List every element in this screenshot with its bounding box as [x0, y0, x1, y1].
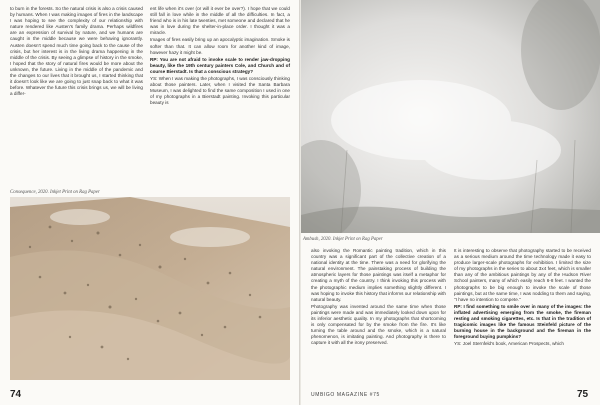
photo-caption: Ambush, 2020. Inkjet Print on Rag Paper [303, 237, 383, 242]
left-page-column-1 [10, 6, 143, 98]
left-page-column-2 [150, 6, 290, 108]
photo-caption: Consequence, 2020. Inkjet Print on Rag Paper [10, 190, 100, 195]
paragraph: It is interesting to observe that photography started to be received as a serious medium around the time technology made it easy to produce larger-scale photographs for exhibition. I limited the size of my photographs in the series to about 3x4 feet, which is smaller than any of the ambitious paintings by any of the Hudson River School painters, many of which easily reach 6-8 feet. I wanted the photographs to be big enough to invoke the scale of those paintings, but at the same time, I was nodding to them and saying, "I have no intention to compete." [454, 248, 591, 302]
interview-question: RP: You are not afraid to invoke scale to render jaw-dropping beauty, like the 19th century painters Cole, and Church and of course Bierstadt. Is that a conscious strategy? [150, 56, 290, 74]
smoke-forest-illustration [301, 0, 600, 233]
right-page [301, 0, 600, 405]
paragraph: to burn in the forests. So the natural crisis is also a crisis caused by humans. When I was making images of fires in the landscape I was hoping to see the complexity of our relationship with nature rendered like Austen's family drama. Perhaps wildfires are an expression of survival by nature, and we humans are caught in the middle because we were behaving ignorantly. Austen doesn't spend much time going back to the cause of the crisis, but her interest is in the living drama happening in the middle of the crisis. By seeing a glimpse of history in the smoke, I hoped that the story of natural fires would be more about the unknown, the future. Living in the middle of the pandemic and the changes to our lives that it brought us, I started thinking that it doesn't look like we are going to just snap back to what it was before. Whatever the future this crisis brings us, we will be living a differ- [10, 6, 143, 97]
paragraph: ent life when it's over (or will it ever be over?). I hope that we could still fall in love while in the middle of all the difficulties. In fact, a friend who is in his late twenties, met someone and declared that he was in love during the shelter-in-place order. I thought it was a miracle. [150, 6, 290, 36]
paragraph: also invoking the Romantic painting tradition, which in this country was a significant part of the collective creation of a national identity at the time. There was a need for glorifying the natural environment. The painstaking process of building the atmospheric layers for those paintings was itself a metaphor for creating a myth of the country. I think invoking this process with the photographic medium implies something slightly different. I was hoping to invoke this history that informs our relationship with natural beauty. [311, 248, 446, 302]
paragraph: YS: Joel Sternfeld's book, American Prospects, which [454, 341, 564, 347]
running-footer: UMBIGO MAGAZINE #75 [311, 392, 380, 398]
smoke-forest-photo [301, 0, 600, 233]
left-page [0, 0, 299, 405]
page-number: 74 [10, 389, 22, 400]
right-page-column-1 [311, 248, 446, 348]
right-page-column-2 [454, 248, 591, 349]
interview-question: RP: I find something to smile over in many of the images: the inflated advertising emerging from the smoke, the fireman resting and smoking cigarettes, etc. Is that in the tradition of tragicomic images like the famous Steinfeld picture of the burning house in the background and the fireman in the foreground buying pumpkins? [454, 303, 591, 340]
hillside-fire-illustration [10, 197, 290, 380]
paragraph: Photography was invented around the same time when those paintings were made and was immediately looked down upon for its inferior aesthetic quality. In my photographs that shortcoming is only compensated for by the smoke from the fire. It's like turning the table around and the smoke, which is a natural phenomenon, is imitating painting. And photography is there to capture it with all the irony preserved. [311, 303, 446, 346]
hillside-fire-photo [10, 197, 290, 380]
page-number: 75 [577, 389, 589, 400]
paragraph: YS: When I was making the photographs, I was consciously thinking about those painters. Later, when I visited the Santa Barbara Museum, I was delighted to find the same composition I used in one of my photographs in a Bierstadt painting. Invoking this particular beauty is [150, 76, 290, 106]
paragraph: Images of fires easily bring up an apocalyptic imagination. Smoke is softer than that. It can allow room for another kind of image, however hazy it might be. [150, 37, 290, 55]
